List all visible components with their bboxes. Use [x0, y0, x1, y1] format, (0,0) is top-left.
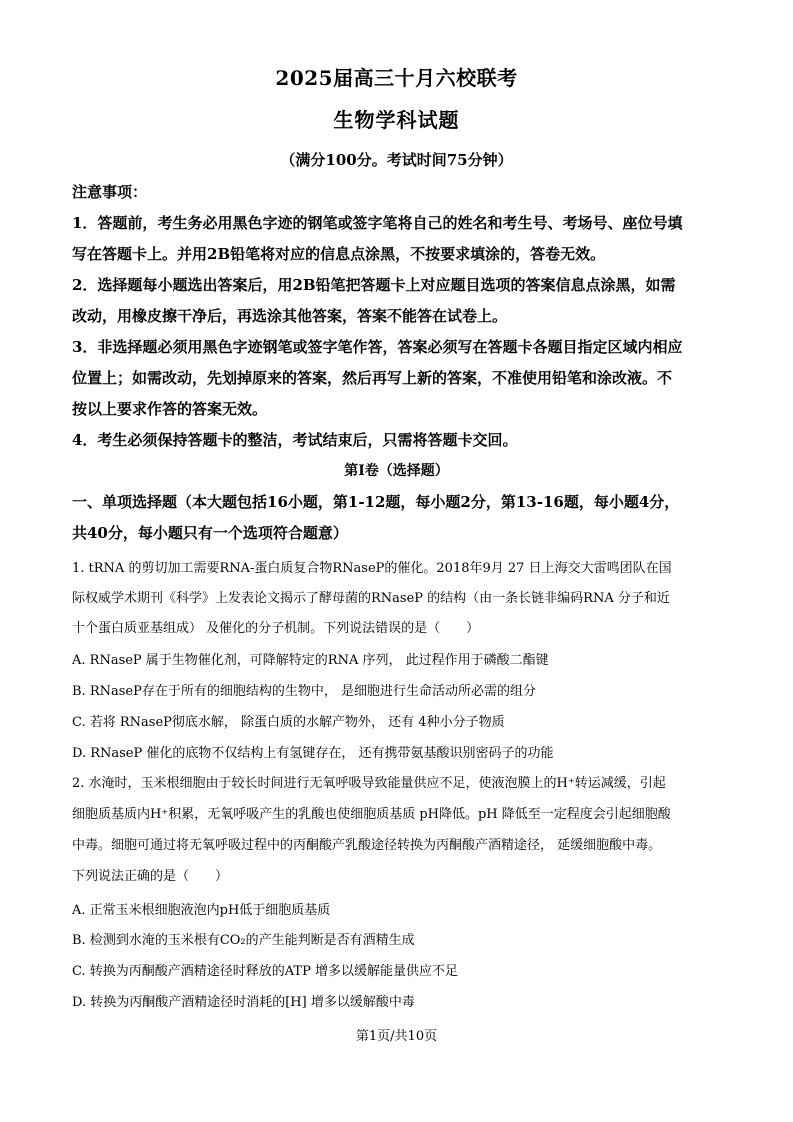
question-stem: 下列说法正确的是（ ）: [72, 869, 229, 884]
notice-line: 2．选择题每小题选出答案后，用2B铅笔把答题卡上对应题目选项的答案信息点涂黑，如需: [72, 276, 676, 294]
question-stem: 际权威学术期刊《科学》上发表论文揭示了酵母菌的RNaseP 的结构（由一条长链非编码RNA 分子和近: [72, 591, 670, 606]
option-b: B. RNaseP存在于所有的细胞结构的生物中， 是细胞进行生命活动所必需的组分: [72, 684, 536, 699]
option-c: C. 转换为丙酮酸产酒精途径时释放的ATP 增多以缓解能量供应不足: [72, 964, 458, 979]
notice-line: 1．答题前，考生务必用黑色字迹的钢笔或签字笔将自己的姓名和考生号、考场号、座位号填: [72, 214, 683, 232]
notice-line: 按以上要求作答的答案无效。: [72, 400, 268, 418]
exam-info: （满分100分。考试时间75分钟）: [280, 151, 513, 169]
question-stem: 细胞质基质内H⁺积累，无氧呼吸产生的乳酸也使细胞质基质 pH降低。pH 降低至一定程度会引起细胞酸: [72, 807, 671, 822]
notice-line: 位置上；如需改动，先划掉原来的答案，然后再写上新的答案，不准使用铅笔和涂改液。不: [72, 369, 673, 387]
option-a: A. 正常玉米根细胞液泡内pH低于细胞质基质: [72, 903, 331, 918]
question-stem: 十个蛋白质亚基组成） 及催化的分子机制。下列说法错误的是（ ）: [72, 621, 480, 636]
notice-heading: 注意事项：: [72, 183, 148, 201]
section-title: 第I卷（选择题）: [344, 463, 449, 479]
notice-line: 3．非选择题必须用黑色字迹钢笔或签字笔作答，答案必须写在答题卡各题目指定区域内相应: [72, 338, 683, 356]
notice-line: 4．考生必须保持答题卡的整洁，考试结束后，只需将答题卡交回。: [72, 431, 518, 449]
part-instruction: 共40分，每小题只有一个选项符合题意）: [72, 524, 348, 542]
option-d: D. RNaseP 催化的底物不仅结构上有氢键存在， 还有携带氨基酸识别密码子的功能: [72, 746, 554, 761]
part-instruction: 一、单项选择题（本大题包括16小题，第1-12题，每小题2分，第13-16题，每小题4分，: [72, 493, 680, 511]
question-stem: 2. 水淹时，玉米根细胞由于较长时间进行无氧呼吸导致能量供应不足，使液泡膜上的H⁺转运减缓，引起: [72, 776, 666, 791]
subject-title: 生物学科试题: [333, 108, 460, 132]
exam-title: 2025届高三十月六校联考: [275, 66, 518, 90]
option-c: C. 若将 RNaseP彻底水解， 除蛋白质的水解产物外， 还有 4种小分子物质: [72, 715, 505, 730]
option-b: B. 检测到水淹的玉米根有CO₂的产生能判断是否有酒精生成: [72, 933, 415, 948]
option-a: A. RNaseP 属于生物催化剂，可降解特定的RNA 序列， 此过程作用于磷酸二酯键: [72, 653, 549, 668]
option-d: D. 转换为丙酮酸产酒精途径时消耗的[H] 增多以缓解酸中毒: [72, 995, 415, 1010]
question-stem: 中毒。细胞可通过将无氧呼吸过程中的丙酮酸产乳酸途径转换为丙酮酸产酒精途径， 延缓细胞酸中毒。: [72, 838, 662, 853]
question-stem: 1. tRNA 的剪切加工需要RNA-蛋白质复合物RNaseP的催化。2018年9月 27 日上海交大雷鸣团队在国: [72, 561, 672, 576]
page-number: 第1页/共10页: [355, 1029, 438, 1044]
notice-line: 改动，用橡皮擦干净后，再选涂其他答案，答案不能答在试卷上。: [72, 307, 508, 325]
notice-line: 写在答题卡上。并用2B铅笔将对应的信息点涂黑，不按要求填涂的，答卷无效。: [72, 245, 606, 263]
